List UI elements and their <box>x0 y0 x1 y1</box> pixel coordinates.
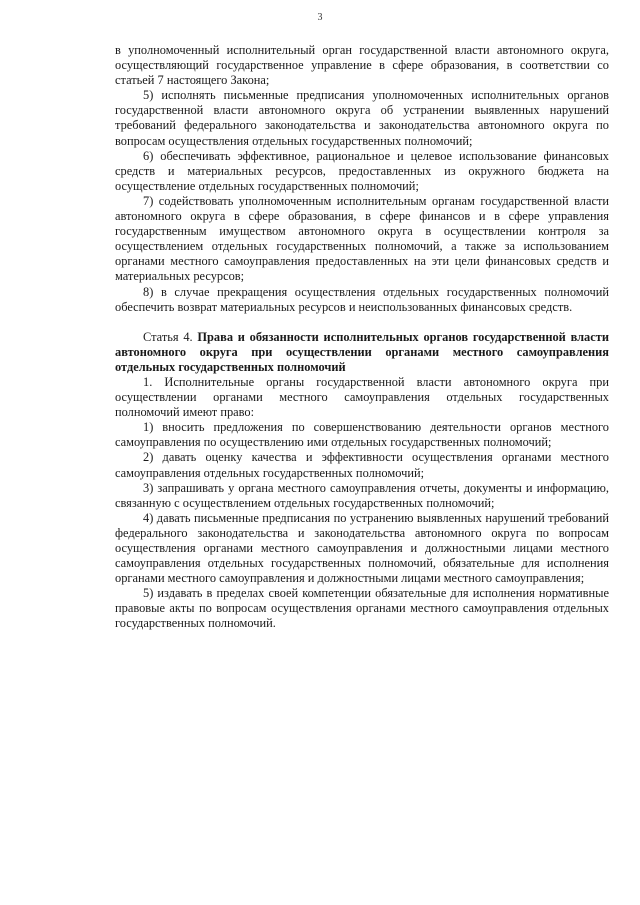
article-label: Статья 4. <box>143 329 193 344</box>
section-gap <box>115 315 609 330</box>
article-heading <box>115 330 609 375</box>
page-number: 3 <box>317 12 323 23</box>
paragraph-item-7: 7) содействовать уполномоченным исполнительным органам государственной власти автономного округа в сфере образования, в сфере финансов и в сфере управления государственным имуществом автономного округа в осуществлении контроля за осуществлением отдельных государственных полномочий, а также за использованием органами местного самоуправления предоставленных на эти цели финансовых средств и материальных ресурсов; <box>115 193 609 284</box>
paragraph-item-5: 5) исполнять письменные предписания уполномоченных исполнительных органов государственной власти автономного округа об устранении выявленных нарушений требований федерального законодательства и законодательства автономного округа по вопросам осуществления отдельных государственных полномочий; <box>115 88 609 148</box>
paragraph-right-1: 1) вносить предложения по совершенствованию деятельности органов местного самоуправления по осуществлению ими отдельных государственных полномочий; <box>115 420 609 450</box>
article-title: Права и обязанности исполнительных органов государственной власти автономного округа при осуществлении органами местного самоуправления отдельных государственных полномочий <box>115 329 609 374</box>
document-body <box>115 43 609 632</box>
paragraph-item-6: 6) обеспечивать эффективное, рациональное и целевое использование финансовых средств и материальных ресурсов, предоставленных из окружного бюджета на осуществление отдельных государственных полномочий; <box>115 148 609 193</box>
paragraph-right-3: 3) запрашивать у органа местного самоуправления отчеты, документы и информацию, связанную с осуществлением отдельных государственных полномочий; <box>115 480 609 510</box>
paragraph-part-1: 1. Исполнительные органы государственной власти автономного округа при осуществлении органами местного самоуправления отдельных государственных полномочий имеют право: <box>115 374 609 420</box>
paragraph-right-4: 4) давать письменные предписания по устранению выявленных нарушений требований федерального законодательства и законодательства автономного округа по вопросам осуществления органами местного самоуправления и должностными лицами местного самоуправления отдельных государственных полномочий, обязательные для исполнения органами местного самоуправления и должностными лицами местного самоуправления; <box>115 510 609 586</box>
paragraph-continuation: в уполномоченный исполнительный орган государственной власти автономного округа, осуществляющий государственное управление в сфере образования, в соответствии со статьей 7 настоящего Закона; <box>115 43 609 88</box>
paragraph-right-2: 2) давать оценку качества и эффективности осуществления органами местного самоуправления отдельных государственных полномочий; <box>115 450 609 480</box>
paragraph-right-5: 5) издавать в пределах своей компетенции обязательные для исполнения нормативные правовые акты по вопросам осуществления органами местного самоуправления отдельных государственных полномочий. <box>115 586 609 631</box>
paragraph-item-8: 8) в случае прекращения осуществления отдельных государственных полномочий обеспечить возврат материальных ресурсов и неиспользованных финансовых средств. <box>115 284 609 314</box>
